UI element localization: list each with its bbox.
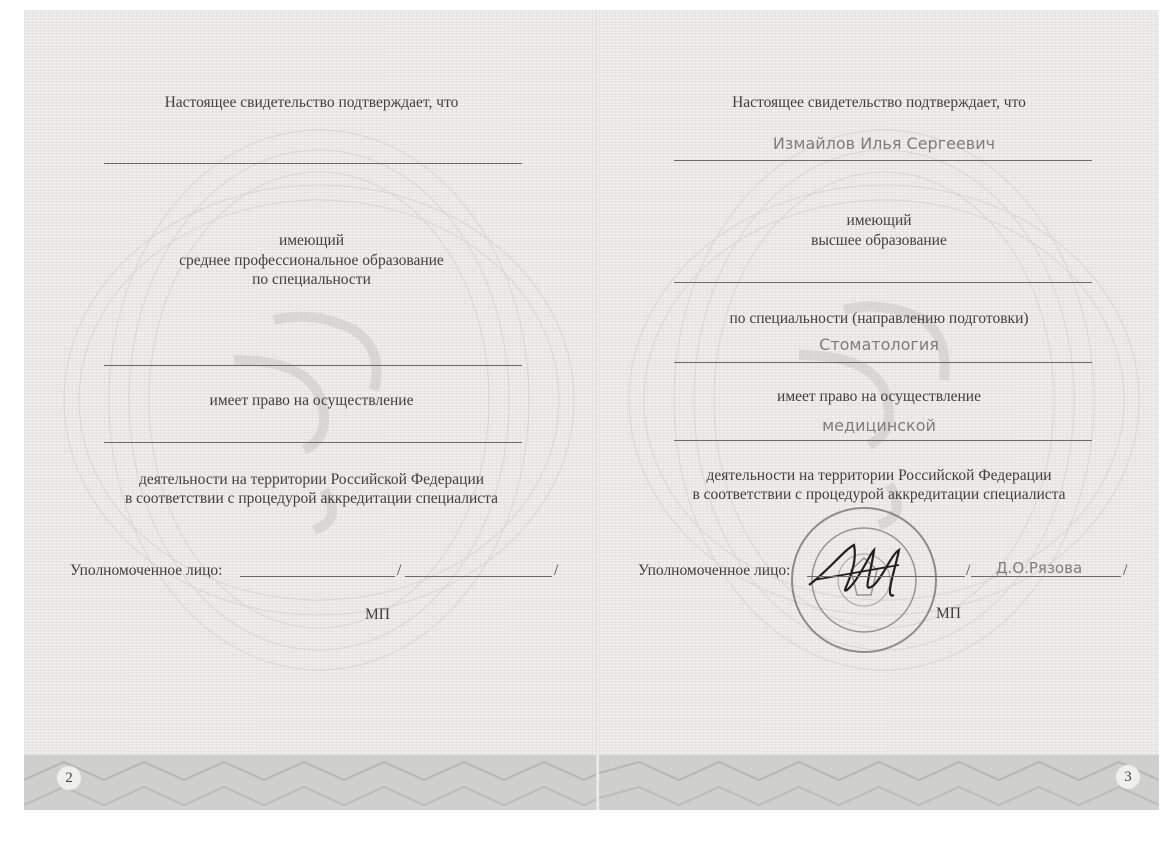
specialty-value: Стоматология	[819, 335, 939, 354]
left-page	[24, 10, 599, 810]
education-line	[674, 282, 1092, 283]
stamp-place: МП	[365, 606, 390, 623]
having-line-3: по специальности	[252, 271, 371, 288]
name-of-signatory-line	[405, 576, 552, 577]
page-number: 2	[57, 766, 81, 790]
signature-line	[240, 576, 395, 577]
signature	[809, 545, 899, 596]
slash-end: /	[554, 562, 559, 579]
signatory-name: Д.О.Рязова	[995, 559, 1083, 577]
having-line-2: высшее образование	[811, 232, 947, 249]
having-line-1: имеющий	[846, 212, 912, 229]
page-number: 3	[1116, 765, 1140, 789]
name-of-signatory-line	[971, 576, 1121, 577]
right-page	[599, 10, 1159, 810]
activity-line	[104, 442, 522, 443]
slash-end: /	[1123, 562, 1128, 579]
activity-line-1: деятельности на территории Российской Федерации	[706, 467, 1052, 484]
specialty-label: по специальности (направлению подготовки)	[729, 310, 1029, 327]
right-page-background	[599, 10, 1159, 810]
activity-line-2: в соответствии с процедурой аккредитации специалиста	[124, 490, 499, 507]
ornamental-band	[599, 755, 1159, 810]
slash-mid: /	[966, 562, 971, 579]
right-to-text: имеет право на осуществление	[777, 388, 981, 405]
having-line-1: имеющий	[278, 232, 345, 249]
having-line-2: среднее профессиональное образование	[179, 252, 444, 269]
holder-name: Измайлов Илья Сергеевич	[772, 134, 996, 153]
specialty-line	[674, 362, 1092, 363]
stamp-place: МП	[936, 605, 961, 622]
activity-line-2: в соответствии с процедурой аккредитации специалиста	[692, 486, 1066, 503]
heading-text: Настоящее свидетельство подтверждает, что	[732, 94, 1026, 111]
slash-mid: /	[397, 562, 402, 579]
activity-line	[674, 440, 1092, 441]
authorized-label: Уполномоченное лицо:	[70, 562, 223, 579]
heading-text: Настоящее свидетельство подтверждает, что	[164, 94, 459, 111]
name-line	[104, 163, 522, 164]
authorized-label: Уполномоченное лицо:	[638, 562, 791, 579]
name-line	[674, 160, 1092, 161]
left-page-background	[24, 10, 599, 810]
activity-line-1: деятельности на территории Российской Федерации	[138, 471, 485, 488]
activity-type: медицинской	[822, 416, 936, 435]
right-to-text: имеет право на осуществление	[209, 392, 414, 409]
signature-line	[807, 576, 965, 577]
specialty-line	[104, 365, 522, 366]
